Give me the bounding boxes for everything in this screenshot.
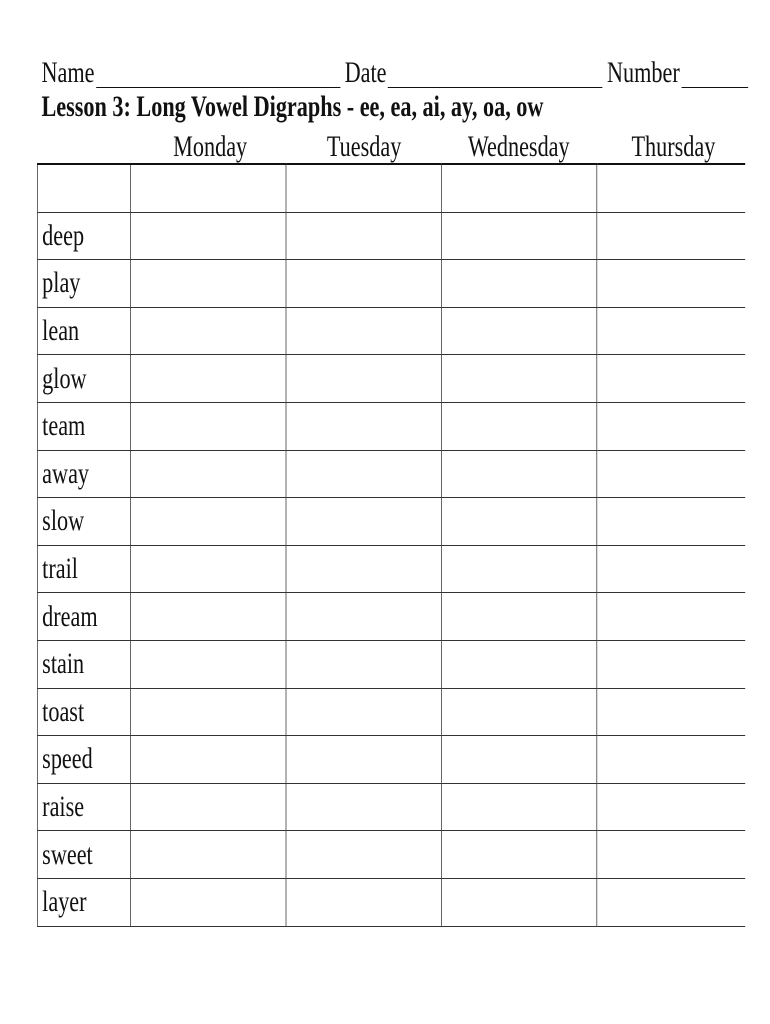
practice-cell[interactable] (286, 355, 441, 403)
table-row (37, 307, 744, 355)
practice-cell[interactable] (131, 307, 286, 355)
practice-cell[interactable] (441, 212, 596, 260)
practice-cell[interactable] (131, 164, 286, 212)
table-row (37, 450, 744, 498)
practice-cell[interactable] (286, 688, 441, 736)
practice-cell[interactable] (597, 878, 745, 926)
number-blank-line[interactable] (681, 61, 748, 88)
spelling-word: raise (37, 783, 130, 831)
name-blank-line[interactable] (96, 61, 340, 88)
practice-cell[interactable] (286, 450, 441, 498)
spelling-word: lean (37, 307, 130, 355)
spelling-word: team (37, 402, 130, 450)
practice-cell[interactable] (286, 260, 441, 308)
practice-cell[interactable] (441, 307, 596, 355)
spelling-word: away (37, 450, 130, 498)
table-row (37, 260, 744, 308)
practice-cell[interactable] (441, 164, 596, 212)
day-header-wednesday: Wednesday (467, 130, 570, 163)
practice-cell[interactable] (286, 402, 441, 450)
header-fields (41, 52, 766, 88)
date-blank-line[interactable] (388, 61, 603, 88)
practice-cell[interactable] (441, 688, 596, 736)
date-label: Date (344, 56, 387, 89)
practice-cell[interactable] (286, 736, 441, 784)
practice-cell[interactable] (441, 450, 596, 498)
practice-cell[interactable] (131, 688, 286, 736)
practice-cell[interactable] (597, 640, 745, 688)
spelling-word: deep (37, 212, 130, 260)
practice-cell[interactable] (131, 498, 286, 546)
practice-cell[interactable] (597, 498, 745, 546)
practice-cell[interactable] (441, 783, 596, 831)
practice-cell[interactable] (286, 878, 441, 926)
table-row (37, 783, 744, 831)
practice-cell[interactable] (597, 355, 745, 403)
table-row (37, 640, 744, 688)
practice-cell[interactable] (131, 260, 286, 308)
practice-cell[interactable] (131, 831, 286, 879)
practice-cell[interactable] (286, 307, 441, 355)
practice-cell[interactable] (131, 878, 286, 926)
practice-cell[interactable] (441, 593, 596, 641)
practice-cell[interactable] (131, 450, 286, 498)
practice-cell[interactable] (597, 450, 745, 498)
practice-cell[interactable] (286, 593, 441, 641)
day-header-monday: Monday (173, 130, 248, 163)
table-row (37, 831, 744, 879)
practice-cell[interactable] (597, 545, 745, 593)
day-header-thursday: Thursday (631, 130, 716, 163)
spelling-grid (37, 163, 745, 927)
practice-cell[interactable] (441, 736, 596, 784)
day-headers (41, 128, 770, 164)
practice-cell[interactable] (131, 355, 286, 403)
practice-cell[interactable] (131, 736, 286, 784)
practice-cell[interactable] (286, 498, 441, 546)
table-row (37, 688, 744, 736)
practice-cell[interactable] (441, 260, 596, 308)
practice-cell[interactable] (597, 307, 745, 355)
practice-cell[interactable] (597, 736, 745, 784)
practice-cell[interactable] (441, 545, 596, 593)
practice-cell[interactable] (597, 593, 745, 641)
spelling-word: toast (37, 688, 130, 736)
table-row (37, 498, 744, 546)
table-row (37, 545, 744, 593)
spelling-word: stain (37, 640, 130, 688)
table-row (37, 593, 744, 641)
practice-cell[interactable] (597, 688, 745, 736)
practice-cell[interactable] (286, 831, 441, 879)
spelling-word: layer (37, 878, 130, 926)
practice-cell[interactable] (131, 783, 286, 831)
practice-cell[interactable] (441, 878, 596, 926)
spelling-word: speed (37, 736, 130, 784)
practice-cell[interactable] (286, 212, 441, 260)
table-row (37, 878, 744, 926)
practice-cell[interactable] (597, 212, 745, 260)
table-row (37, 402, 744, 450)
spelling-word: glow (37, 355, 130, 403)
practice-cell[interactable] (131, 545, 286, 593)
practice-cell[interactable] (597, 831, 745, 879)
practice-cell[interactable] (441, 355, 596, 403)
practice-cell[interactable] (597, 402, 745, 450)
practice-cell[interactable] (286, 783, 441, 831)
practice-cell[interactable] (441, 402, 596, 450)
practice-cell[interactable] (131, 640, 286, 688)
practice-cell[interactable] (286, 164, 441, 212)
day-header-tuesday: Tuesday (326, 130, 402, 163)
spelling-word: play (37, 260, 130, 308)
practice-cell[interactable] (441, 640, 596, 688)
practice-cell[interactable] (131, 212, 286, 260)
table-row (37, 212, 744, 260)
table-row (37, 355, 744, 403)
spelling-word: sweet (37, 831, 130, 879)
name-label: Name (41, 56, 95, 89)
spelling-word: slow (37, 498, 130, 546)
practice-cell[interactable] (597, 164, 745, 212)
practice-cell[interactable] (441, 831, 596, 879)
practice-cell[interactable] (286, 640, 441, 688)
spelling-word: dream (37, 593, 130, 641)
lesson-title: Lesson 3: Long Vowel Digraphs - ee, ea, ai, ay, oa, ow (41, 90, 544, 123)
practice-cell[interactable] (131, 402, 286, 450)
table-row (37, 736, 744, 784)
practice-cell[interactable] (286, 545, 441, 593)
table-row (37, 164, 744, 212)
practice-cell[interactable] (441, 498, 596, 546)
spelling-word: trail (37, 545, 130, 593)
spelling-word (37, 164, 130, 212)
practice-cell[interactable] (597, 260, 745, 308)
practice-cell[interactable] (597, 783, 745, 831)
number-label: Number (607, 56, 680, 89)
practice-cell[interactable] (131, 593, 286, 641)
